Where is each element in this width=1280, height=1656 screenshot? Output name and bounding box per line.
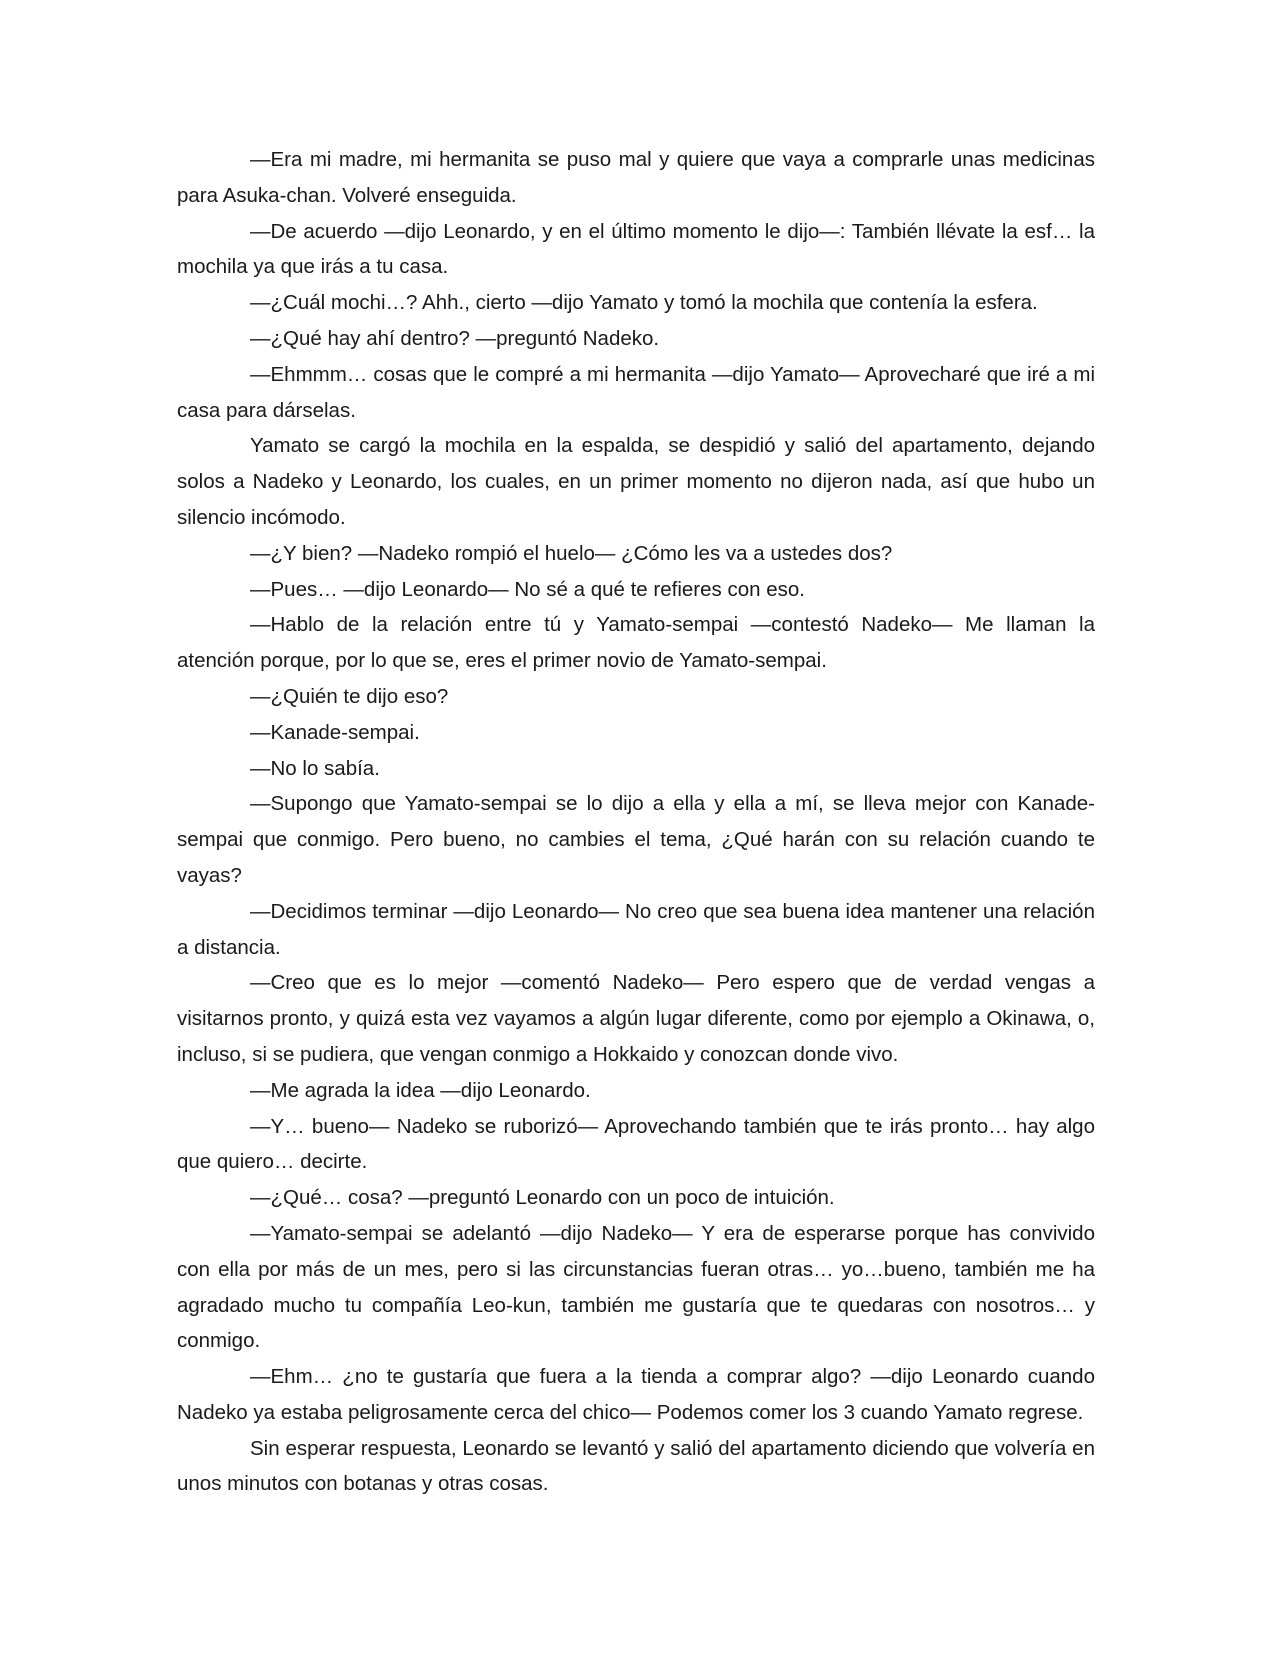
paragraph: —Hablo de la relación entre tú y Yamato-sempai —contestó Nadeko— Me llaman la atención porque, por lo que se, eres el primer novio de Yamato-sempai.: [177, 613, 1095, 673]
paragraph: Sin esperar respuesta, Leonardo se levantó y salió del apartamento diciendo que volvería en unos minutos con botanas y otras cosas.: [177, 1436, 1095, 1496]
paragraph: —Me agrada la idea —dijo Leonardo.: [250, 1078, 591, 1102]
paragraph: —Ehm… ¿no te gustaría que fuera a la tienda a comprar algo? —dijo Leonardo cuando Nadeko ya estaba peligrosamente cerca del chico— Podemos comer los 3 cuando Yamato regrese.: [177, 1365, 1095, 1424]
paragraph: Yamato se cargó la mochila en la espalda, se despidió y salió del apartamento, dejando solos a Nadeko y Leonardo, los cuales, en un primer momento no dijeron nada, así que hubo un silencio incómodo.: [177, 434, 1095, 529]
paragraph: —Decidimos terminar —dijo Leonardo— No creo que sea buena idea mantener una relación a distancia.: [177, 899, 1095, 959]
paragraph: —Supongo que Yamato-sempai se lo dijo a ella y ella a mí, se lleva mejor con Kanade-sempai que conmigo. Pero bueno, no cambies el tema, ¿Qué harán con su relación cuando te vayas?: [177, 792, 1095, 887]
paragraph: —¿Qué hay ahí dentro? —preguntó Nadeko.: [250, 326, 660, 350]
paragraph: —¿Quién te dijo eso?: [250, 684, 449, 708]
paragraph: —Y… bueno— Nadeko se ruborizó— Aprovechando también que te irás pronto… hay algo que quiero… decirte.: [177, 1114, 1095, 1174]
paragraph: —Ehmmm… cosas que le compré a mi hermanita —dijo Yamato— Aprovecharé que iré a mi casa para dárselas.: [177, 362, 1095, 422]
paragraph: —De acuerdo —dijo Leonardo, y en el último momento le dijo—: También llévate la esf… la mochila ya que irás a tu casa.: [177, 219, 1095, 279]
document-body: [177, 142, 1095, 1502]
paragraph: —Era mi madre, mi hermanita se puso mal y quiere que vaya a comprarle unas medicinas para Asuka-chan. Volveré enseguida.: [177, 148, 1095, 207]
paragraph: —Creo que es lo mejor —comentó Nadeko— Pero espero que de verdad vengas a visitarnos pronto, y quizá esta vez vayamos a algún lugar diferente, como por ejemplo a Okinawa, o, incluso, si se pudiera, que vengan conmigo a Hokkaido y conozcan donde vivo.: [177, 971, 1095, 1066]
paragraph: —¿Y bien? —Nadeko rompió el huelo— ¿Cómo les va a ustedes dos?: [250, 541, 893, 565]
paragraph: —Yamato-sempai se adelantó —dijo Nadeko— Y era de esperarse porque has convivido con ella por más de un mes, pero si las circunstancias fueran otras… yo…bueno, también me ha agradado mucho tu compañía Leo-kun, también me gustaría que te quedaras con nosotros… y conmigo.: [177, 1221, 1095, 1353]
paragraph: —¿Qué… cosa? —preguntó Leonardo con un poco de intuición.: [250, 1186, 835, 1210]
paragraph: —No lo sabía.: [250, 756, 380, 780]
paragraph: —Pues… —dijo Leonardo— No sé a qué te refieres con eso.: [250, 577, 805, 601]
paragraph: —¿Cuál mochi…? Ahh., cierto —dijo Yamato y tomó la mochila que contenía la esfera.: [250, 291, 1038, 315]
paragraph: —Kanade-sempai.: [250, 720, 420, 744]
